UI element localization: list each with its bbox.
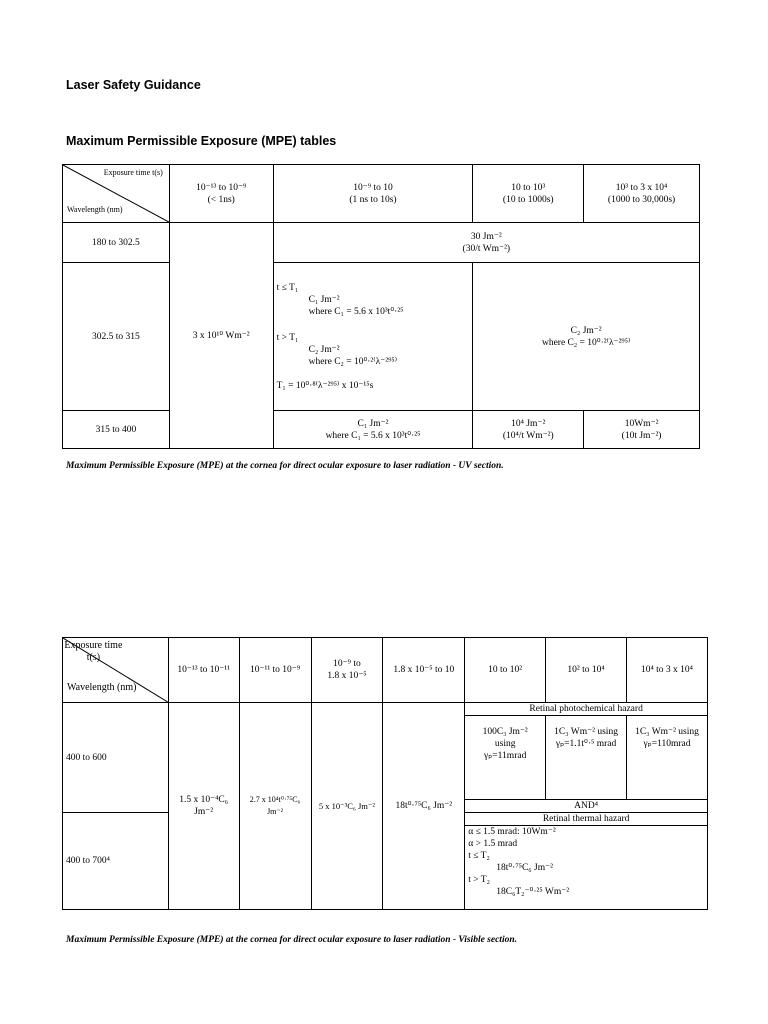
uv-mpe-table — [62, 164, 700, 449]
and-label: AND⁴ — [465, 800, 708, 813]
thermal-hazard-title: Retinal thermal hazard — [465, 813, 708, 826]
row-header: 400 to 600 — [63, 703, 169, 813]
table-cell: 100C₃ Jm⁻² using γₚ=11mrad — [465, 716, 546, 800]
table-cell: 30 Jm⁻² (30/t Wm⁻²) — [273, 223, 699, 263]
table-cell: 3 x 10¹⁰ Wm⁻² — [169, 223, 273, 449]
exposure-time-label: Exposure time t(s) — [64, 640, 123, 663]
row-header: 180 to 302.5 — [63, 223, 170, 263]
table-cell: 18t⁰·⁷⁵C₆ Jm⁻² — [383, 703, 465, 910]
uv-table-caption: Maximum Permissible Exposure (MPE) at the cornea for direct ocular exposure to laser radiation - UV section. — [66, 461, 504, 471]
visible-mpe-table — [62, 637, 708, 910]
table-cell: 5 x 10⁻³C₆ Jm⁻² — [311, 703, 383, 910]
column-header: 10 to 10² — [465, 638, 546, 703]
column-header: 10³ to 3 x 10⁴ (1000 to 30,000s) — [584, 165, 700, 223]
column-header: 10 to 10³ (10 to 1000s) — [473, 165, 584, 223]
column-header: 10⁻¹³ to 10⁻¹¹ — [168, 638, 239, 703]
table-cell: 2.7 x 10⁴t⁰·⁷⁵C₆ Jm⁻² — [239, 703, 311, 910]
table-cell: C₁ Jm⁻² where C₁ = 5.6 x 10³t⁰·²⁵ — [273, 411, 473, 449]
table-cell: C₂ Jm⁻² where C₂ = 10⁰·²⁽λ⁻²⁹⁵⁾ — [473, 263, 700, 411]
column-header: 10⁴ to 3 x 10⁴ — [627, 638, 708, 703]
row-header: 302.5 to 315 — [63, 263, 170, 411]
column-header: 10² to 10⁴ — [546, 638, 627, 703]
row-header: 400 to 700⁴ — [63, 813, 169, 910]
page-title: Laser Safety Guidance — [66, 78, 201, 92]
visible-table-caption: Maximum Permissible Exposure (MPE) at the cornea for direct ocular exposure to laser radiation - Visible section. — [66, 935, 517, 945]
photochemical-hazard-title: Retinal photochemical hazard — [465, 703, 708, 716]
wavelength-label: Wavelength (nm) — [67, 205, 123, 214]
table-cell: t ≤ T₁ C₁ Jm⁻² where C₁ = 5.6 x 10³t⁰·²⁵ t > T₁ C₂ Jm⁻² where C₂ = 10⁰·²⁽λ⁻²⁹⁵⁾ T₁ = 10⁰·⁸⁽λ⁻²⁹⁵⁾ x 10⁻¹⁵s — [273, 263, 473, 411]
column-header: 10⁻¹¹ to 10⁻⁹ — [239, 638, 311, 703]
table-cell: 1C₃ Wm⁻² using γₚ=1.1t⁰·⁵ mrad — [546, 716, 627, 800]
table-cell: 1.5 x 10⁻⁴C₆ Jm⁻² — [168, 703, 239, 910]
table-cell: 1C₃ Wm⁻² using γₚ=110mrad — [627, 716, 708, 800]
column-header: 10⁻¹³ to 10⁻⁹ (< 1ns) — [169, 165, 273, 223]
table-cell: α ≤ 1.5 mrad: 10Wm⁻² α > 1.5 mrad t ≤ T₂ 18t⁰·⁷⁵C₆ Jm⁻² t > T₂ 18C₆T₂⁻⁰·²⁵ Wm⁻² — [465, 826, 708, 910]
table-corner-cell — [63, 165, 170, 223]
column-header: 10⁻⁹ to 10 (1 ns to 10s) — [273, 165, 473, 223]
column-header: 1.8 x 10⁻⁵ to 10 — [383, 638, 465, 703]
table-cell: 10Wm⁻² (10t Jm⁻²) — [584, 411, 700, 449]
exposure-time-label: Exposure time t(s) — [103, 168, 163, 177]
wavelength-label: Wavelength (nm) — [67, 682, 137, 693]
row-header: 315 to 400 — [63, 411, 170, 449]
column-header: 10⁻⁹ to 1.8 x 10⁻⁵ — [311, 638, 383, 703]
section-title: Maximum Permissible Exposure (MPE) tables — [66, 134, 337, 148]
table-cell: 10⁴ Jm⁻² (10⁴/t Wm⁻²) — [473, 411, 584, 449]
table-corner-cell — [63, 638, 169, 703]
